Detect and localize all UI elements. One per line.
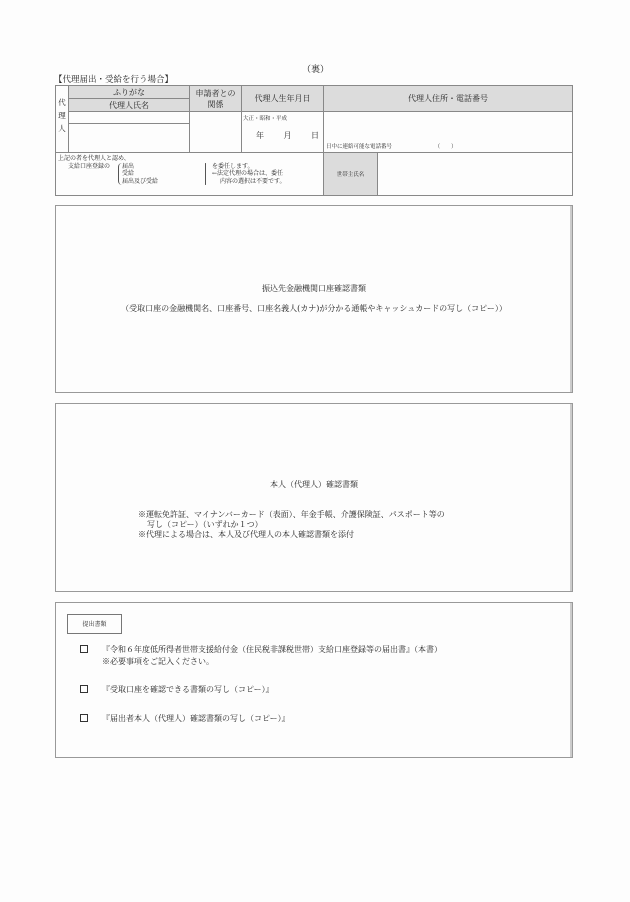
delegation-options[interactable] bbox=[118, 163, 202, 186]
id-note-2: ※代理による場合は、本人及び代理人の本人確認書類を添付 bbox=[138, 530, 354, 539]
checkbox-icon[interactable] bbox=[80, 714, 88, 722]
submission-item-3[interactable] bbox=[80, 713, 290, 724]
delegation-prefix: 支給口座登録の bbox=[68, 162, 111, 170]
birthdate-input[interactable] bbox=[242, 112, 324, 153]
id-box-title: 本人（代理人）確認書類 bbox=[270, 480, 358, 489]
phone-parens: （ ） bbox=[434, 144, 457, 150]
era-options: 大正・昭和・平成 bbox=[243, 116, 288, 122]
furigana-input[interactable] bbox=[69, 112, 190, 124]
submission-item-1[interactable] bbox=[80, 644, 442, 668]
delegation-suffix: を委任します。 bbox=[212, 162, 254, 170]
option-notification[interactable]: 届出 bbox=[122, 162, 135, 170]
bank-box-title: 振込先金融機関口座確認書類 bbox=[262, 284, 366, 293]
daytime-phone-label: 日中に連絡可能な電話番号 bbox=[326, 144, 393, 150]
agent-name-input[interactable] bbox=[69, 124, 190, 153]
checkbox-icon[interactable] bbox=[80, 685, 88, 693]
submission-item-2[interactable] bbox=[80, 684, 274, 695]
delegation-note-1: ←法定代理の場合は、委任 bbox=[212, 170, 284, 177]
submission-label: 提出書類 bbox=[67, 614, 122, 634]
page-mark: （裏） bbox=[302, 65, 330, 75]
item-2-text: 『受取口座を確認できる書類の写し（コピー）』 bbox=[102, 685, 274, 694]
birthdate-header: 代理人生年月日 bbox=[242, 86, 324, 112]
section-title: 【代理届出・受給を行う場合】 bbox=[54, 75, 174, 85]
household-head-label: 世帯主氏名 bbox=[324, 153, 378, 196]
option-both[interactable]: 届出及び受給 bbox=[122, 177, 159, 185]
bank-box-description: （受取口座の金融機関名、口座番号、口座名義人(カナ)が分かる通帳やキャッシュカードの写し（コピー）） bbox=[121, 304, 507, 313]
id-note-1b: 写し（コピー）（いずれか１つ） bbox=[147, 520, 263, 529]
agent-name-header: 代理人氏名 bbox=[69, 99, 190, 112]
checkbox-icon[interactable] bbox=[80, 645, 88, 653]
day-label: 日 bbox=[311, 131, 319, 140]
bank-account-doc-box bbox=[55, 205, 573, 393]
delegation-note-2: 内容の選択は不要です。 bbox=[220, 177, 286, 185]
household-head-input[interactable] bbox=[378, 153, 573, 196]
relationship-header-1: 申請者との bbox=[195, 88, 236, 98]
id-note-1a: ※運転免許証、マイナンバーカード（表面）、年金手帳、介護保険証、パスポート等の bbox=[138, 510, 445, 519]
year-label: 年 bbox=[256, 131, 264, 140]
relationship-input[interactable] bbox=[190, 112, 242, 153]
item-3-text: 『届出者本人（代理人）確認書類の写し（コピー）』 bbox=[102, 714, 290, 723]
relationship-header-2: 関係 bbox=[207, 99, 224, 109]
option-receipt[interactable]: 受給 bbox=[122, 170, 135, 177]
id-doc-box bbox=[55, 403, 573, 592]
furigana-header: ふりがな bbox=[69, 86, 190, 99]
address-phone-header: 代理人住所・電話番号 bbox=[324, 86, 573, 112]
item-1-text: 『令和６年度低所得者世帯支援給付金（住民税非課税世帯）支給口座登録等の届出書』（本書） bbox=[102, 645, 442, 654]
item-1-sub: ※必要事項をご記入ください。 bbox=[102, 657, 214, 666]
delegation-line1: 上記の者を代理人と認め、 bbox=[58, 155, 130, 162]
agent-side-label: 代理人 bbox=[56, 86, 69, 153]
month-label: 月 bbox=[283, 131, 292, 140]
agent-table bbox=[55, 85, 573, 196]
address-input[interactable] bbox=[324, 112, 573, 153]
delegation-cell bbox=[56, 153, 324, 196]
submission-box bbox=[55, 602, 573, 758]
